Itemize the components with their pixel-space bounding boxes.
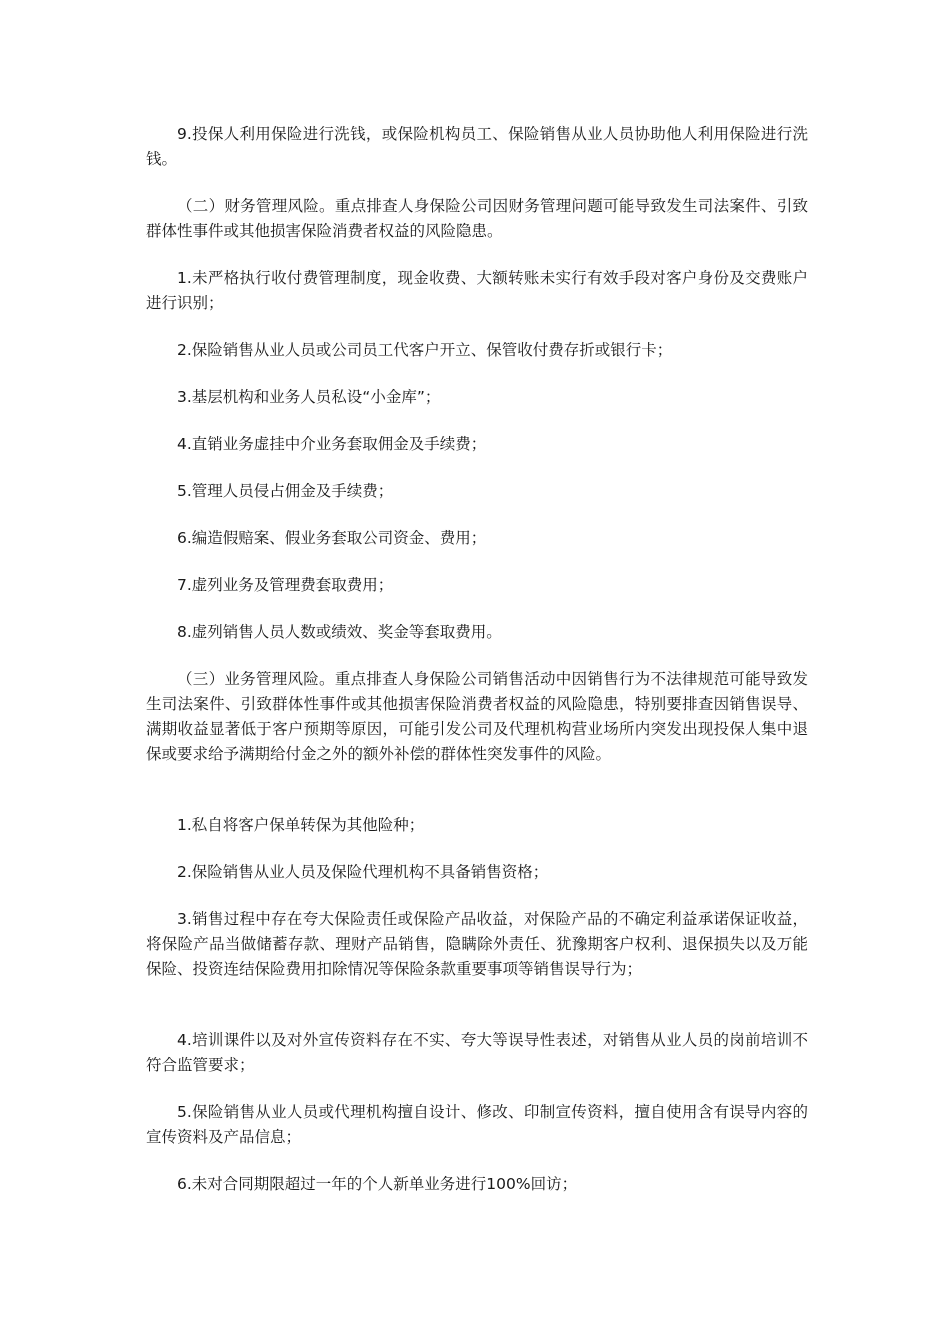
paragraph-item-4: 4.直销业务虚挂中介业务套取佣金及手续费； [177,435,487,453]
paragraph-item-6: 6.编造假赔案、假业务套取公司资金、费用； [177,529,487,547]
paragraph-item-4: 4.培训课件以及对外宣传资料存在不实、夸大等误导性表述，对销售从业人员的岗前培训不符合监管要求； [146,1031,808,1074]
paragraph-item-2: 2.保险销售从业人员及保险代理机构不具备销售资格； [177,863,549,881]
paragraph-item-8: 8.虚列销售人员人数或绩效、奖金等套取费用。 [177,623,502,641]
paragraph-item-1: 1.未严格执行收付费管理制度，现金收费、大额转账未实行有效手段对客户身份及交费账户进行识别； [146,269,808,312]
paragraph-item-7: 7.虚列业务及管理费套取费用； [177,576,394,594]
paragraph-item-3: 3.销售过程中存在夸大保险责任或保险产品收益，对保险产品的不确定利益承诺保证收益，将保险产品当做储蓄存款、理财产品销售，隐瞒除外责任、犹豫期客户权利、退保损失以及万能保险、投资连结保险费用扣除情况等保险条款重要事项等销售误导行为； [146,910,808,978]
paragraph-item-1: 1.私自将客户保单转保为其他险种； [177,816,425,834]
paragraph-item-2: 2.保险销售从业人员或公司员工代客户开立、保管收付费存折或银行卡； [177,341,673,359]
section-heading-finance-risk: （二）财务管理风险。重点排查人身保险公司因财务管理问题可能导致发生司法案件、引致群体性事件或其他损害保险消费者权益的风险隐患。 [146,197,808,240]
paragraph-item-5: 5.管理人员侵占佣金及手续费； [177,482,394,500]
paragraph-item-9: 9.投保人利用保险进行洗钱，或保险机构员工、保险销售从业人员协助他人利用保险进行洗钱。 [146,125,808,168]
paragraph-item-6: 6.未对合同期限超过一年的个人新单业务进行100%回访； [177,1175,578,1193]
document-body [146,122,808,1219]
paragraph-item-5: 5.保险销售从业人员或代理机构擅自设计、修改、印制宣传资料，擅自使用含有误导内容的宣传资料及产品信息； [146,1103,808,1146]
section-heading-business-risk: （三）业务管理风险。重点排查人身保险公司销售活动中因销售行为不法律规范可能导致发生司法案件、引致群体性事件或其他损害保险消费者权益的风险隐患，特别要排查因销售误导、满期收益显著低于客户预期等原因，可能引发公司及代理机构营业场所内突发出现投保人集中退保或要求给予满期给付金之外的额外补偿的群体性突发事件的风险。 [146,670,808,763]
paragraph-item-3: 3.基层机构和业务人员私设“小金库”； [177,388,441,406]
